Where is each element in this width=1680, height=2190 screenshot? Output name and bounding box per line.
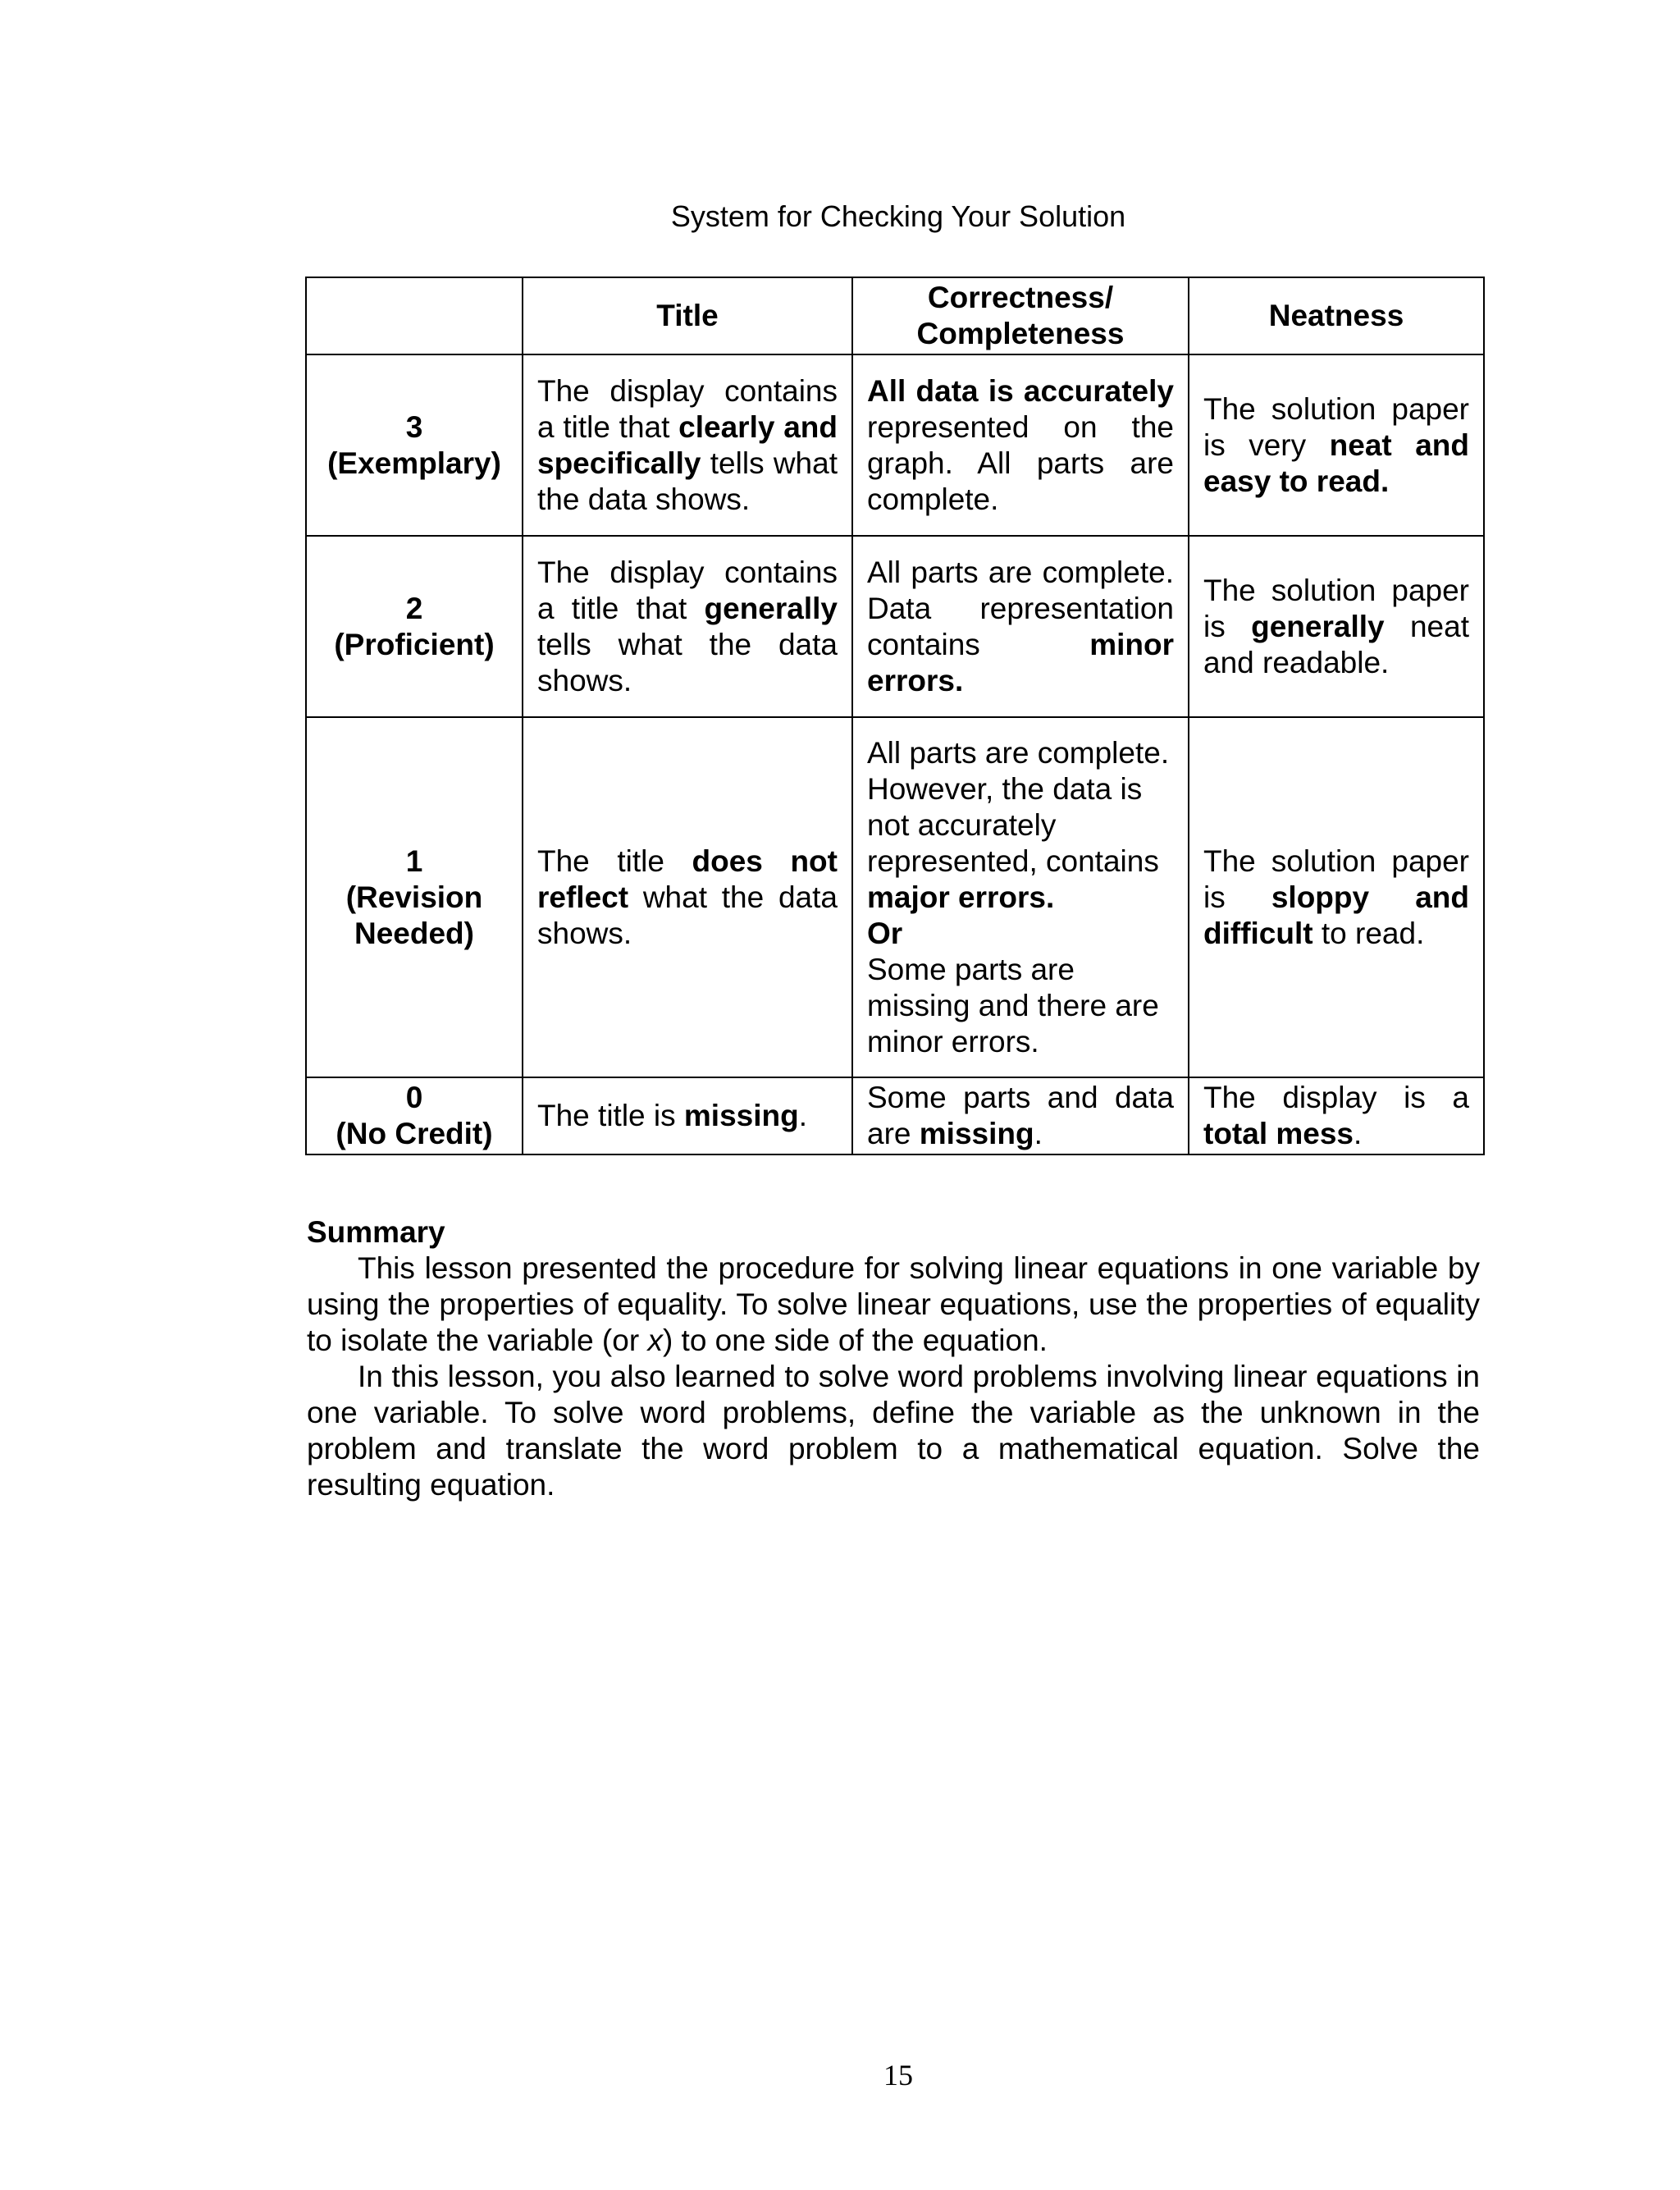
- level-cell: 2 (Proficient): [306, 536, 523, 717]
- correctness-criteria-cell: All parts are complete. However, the data is not accurately represented, contains major errors. Or Some parts are missing and there are minor errors.: [852, 717, 1189, 1077]
- title-criteria-cell: The title is missing.: [523, 1077, 852, 1154]
- neatness-criteria-cell: The solution paper is generally neat and readable.: [1189, 536, 1484, 717]
- table-row: [306, 536, 1484, 717]
- level-cell: 3 (Exemplary): [306, 354, 523, 536]
- title-criteria-cell: The title does not reflect what the data shows.: [523, 717, 852, 1077]
- summary-paragraph-1: This lesson presented the procedure for solving linear equations in one variable by using the properties of equality. To solve linear equations, use the properties of equality to isolate the variable (or x) to one side of the equation.: [307, 1251, 1480, 1357]
- correctness-criteria-cell: Some parts and data are missing.: [852, 1077, 1189, 1154]
- summary-paragraph-2: In this lesson, you also learned to solve word problems involving linear equations in one variable. To solve word problems, define the variable as the unknown in the problem and translate the word problem to a mathematical equation. Solve the resulting equation.: [307, 1360, 1480, 1502]
- header-neatness: Neatness: [1189, 277, 1484, 354]
- header-blank: [306, 277, 523, 354]
- header-title: Title: [523, 277, 852, 354]
- header-row: [306, 277, 1484, 354]
- level-cell: 0 (No Credit): [306, 1077, 523, 1154]
- neatness-criteria-cell: The solution paper is very neat and easy to read.: [1189, 354, 1484, 536]
- summary-section: [307, 1214, 1480, 1503]
- neatness-criteria-cell: The display is a total mess.: [1189, 1077, 1484, 1154]
- table-row: [306, 1077, 1484, 1154]
- correctness-criteria-cell: All data is accurately represented on the graph. All parts are complete.: [852, 354, 1189, 536]
- table-caption: System for Checking Your Solution: [670, 199, 1126, 233]
- rubric-table: [305, 277, 1485, 1155]
- table-row: [306, 717, 1484, 1077]
- header-correctness: Correctness/ Completeness: [852, 277, 1189, 354]
- page-number: 15: [883, 2059, 913, 2092]
- neatness-criteria-cell: The solution paper is sloppy and difficult to read.: [1189, 717, 1484, 1077]
- title-criteria-cell: The display contains a title that clearly and specifically tells what the data shows.: [523, 354, 852, 536]
- table-row: [306, 354, 1484, 536]
- level-cell: 1 (Revision Needed): [306, 717, 523, 1077]
- summary-heading: Summary: [307, 1215, 445, 1249]
- correctness-criteria-cell: All parts are complete. Data representation contains minor errors.: [852, 536, 1189, 717]
- title-criteria-cell: The display contains a title that generally tells what the data shows.: [523, 536, 852, 717]
